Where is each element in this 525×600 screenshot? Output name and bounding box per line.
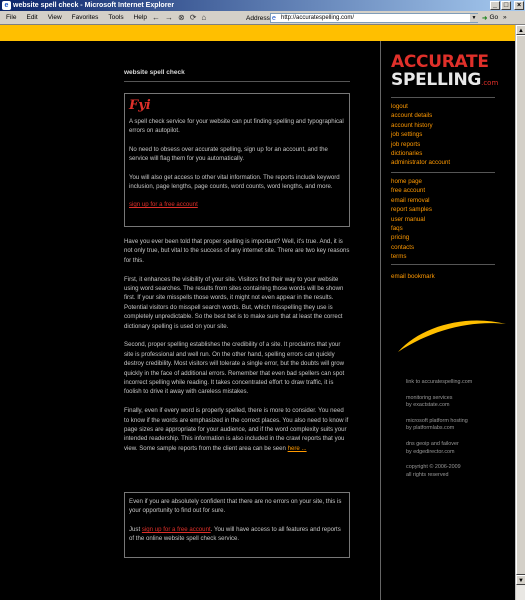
logo-line-accurate: ACCURATE xyxy=(391,52,489,72)
maximize-button[interactable]: □ xyxy=(501,1,511,10)
window-title-bar[interactable] xyxy=(0,0,525,11)
close-button[interactable]: × xyxy=(514,1,524,10)
cta-paragraph xyxy=(129,525,345,544)
footer-monitoring[interactable] xyxy=(406,395,506,410)
sidebar-divider xyxy=(391,97,495,98)
page-viewport xyxy=(0,25,525,600)
nav-job-settings[interactable]: job settings xyxy=(391,131,423,139)
header-band xyxy=(0,25,515,41)
sidebar-divider xyxy=(391,264,495,265)
bookmark-nav xyxy=(391,272,495,281)
footer-copyright-line1: copyright © 2006-2009 xyxy=(406,464,461,471)
article-paragraph: Second, proper spelling establishes the credibility of a site. It proclaims that your site is professional and well run. On the other hand, spelling errors can quickly destroy credibility. Most visitors will tolerate a single error, but the doubts will grow quickly in the face of additional errors. Remember that even bad spellers can spot incorrect spelling while reading. It takes concentrated effort to draw traffic, it is foolish to drive it away with careless mistakes. xyxy=(124,341,345,396)
footer-monitoring-line1: monitoring services xyxy=(406,394,453,401)
address-dropdown-icon[interactable]: ▼ xyxy=(471,15,477,21)
footer-dns[interactable] xyxy=(406,441,506,456)
scroll-thumb[interactable] xyxy=(516,35,525,575)
logo-com: .com xyxy=(481,79,499,87)
menu-toolbar xyxy=(0,11,525,25)
fyi-paragraph: A spell check service for your website can put finding spelling and typographical errors on autopilot. xyxy=(129,118,344,135)
nav-administrator-account[interactable]: administrator account xyxy=(391,159,451,167)
fyi-paragraph: You will also get access to other vital information. The reports include keyword inclusion, page lengths, page counts, word counts, word lengths, and more. xyxy=(129,173,340,191)
nav-pricing[interactable]: pricing xyxy=(391,234,410,242)
site-logo[interactable] xyxy=(391,53,498,92)
swoosh-shape xyxy=(398,320,506,352)
page-title: website spell check xyxy=(124,68,350,82)
logo-spelling: SPELLING xyxy=(391,70,482,90)
fyi-paragraph: No need to obsess over accurate spelling, sign up for an account, and the service will flag them for you automatically. xyxy=(129,145,328,163)
nav-terms[interactable]: terms xyxy=(391,253,407,261)
cta-paragraph: Even if you are absolutely confident that there are no errors on your site, this is your opportunity to find out for sure. xyxy=(129,498,342,515)
cta-prefix: Just xyxy=(129,525,141,533)
nav-contacts[interactable]: contacts xyxy=(391,243,415,251)
fyi-signup-link[interactable]: sign up for a free account xyxy=(129,201,198,209)
footer-copyright-line2: all rights reserved xyxy=(406,471,449,478)
footer-hosting-line1: microsoft platform hosting xyxy=(406,417,468,424)
ie-app-icon: e xyxy=(2,1,11,10)
go-arrow-icon: ➜ xyxy=(482,15,488,22)
forward-icon[interactable]: → xyxy=(165,13,173,22)
sidebar-divider xyxy=(391,172,495,173)
article-paragraph xyxy=(124,406,350,453)
go-label: Go xyxy=(489,14,499,21)
sidebar xyxy=(380,41,515,600)
report-samples-inline-link[interactable]: here ... xyxy=(287,444,307,452)
scroll-down-icon[interactable]: ▼ xyxy=(516,575,525,585)
cta-signup-link[interactable]: sign up for a free account xyxy=(141,525,211,533)
minimize-button[interactable]: _ xyxy=(490,1,500,10)
footer-copyright xyxy=(406,464,506,479)
fyi-box xyxy=(124,93,350,227)
nav-email-bookmark[interactable]: email bookmark xyxy=(391,273,435,280)
refresh-icon[interactable]: ⟳ xyxy=(189,13,197,22)
nav-account-details[interactable]: account details xyxy=(391,112,433,120)
scroll-up-icon[interactable]: ▲ xyxy=(516,25,525,35)
nav-report-samples[interactable]: report samples xyxy=(391,206,432,214)
nav-home-page[interactable]: home page xyxy=(391,178,422,185)
footer-monitoring-line2: by exactstate.com xyxy=(406,402,450,409)
links-chevron[interactable]: » xyxy=(503,14,507,21)
nav-logout[interactable]: logout xyxy=(391,103,408,110)
swoosh-graphic xyxy=(396,316,508,356)
address-input[interactable] xyxy=(270,13,478,23)
menu-edit[interactable]: Edit xyxy=(26,14,38,21)
site-nav xyxy=(391,177,495,262)
nav-job-reports[interactable]: job reports xyxy=(391,140,421,148)
vertical-scrollbar[interactable] xyxy=(515,25,525,600)
address-label: Address xyxy=(246,15,270,22)
nav-account-history[interactable]: account history xyxy=(391,121,433,129)
cta-box xyxy=(124,492,350,558)
menu-help[interactable]: Help xyxy=(133,14,147,21)
logo-line-spelling xyxy=(391,71,498,92)
nav-dictionaries[interactable]: dictionaries xyxy=(391,150,423,158)
stop-icon[interactable]: ⊗ xyxy=(178,13,185,22)
sidebar-footer xyxy=(406,379,506,487)
menu-tools[interactable]: Tools xyxy=(108,14,124,21)
footer-dns-line2: by edgedirector.com xyxy=(406,448,455,455)
fyi-heading: Fyi xyxy=(129,98,151,113)
footer-hosting[interactable] xyxy=(406,418,506,433)
footer-hosting-line2: by platformlabs.com xyxy=(406,425,455,432)
nav-free-account[interactable]: free account xyxy=(391,187,426,195)
page-icon: e xyxy=(272,15,276,22)
nav-email-removal[interactable]: email removal xyxy=(391,196,430,204)
article-paragraph-text: Finally, even if every word is properly spelled, there is more to consider. You need to know if the words are emphasized in the correct places. You also need to know if page sizes are appropriate for your audience, and if the word complexity suits your intended readership. This information is also included in the crawl reports that you view. Some sample reports from the client area can be seen xyxy=(124,407,349,452)
menu-file[interactable]: File xyxy=(6,14,17,21)
footer-link-to[interactable]: link to accuratespelling.com xyxy=(406,379,473,385)
address-value: http://accuratespelling.com/ xyxy=(281,15,355,21)
article-body xyxy=(124,237,350,463)
cta-suffix: . You will have access to all features and reports of the online website spell check service. xyxy=(129,525,341,543)
menu-view[interactable]: View xyxy=(47,14,62,21)
window-title: website spell check - Microsoft Internet Explorer xyxy=(13,2,175,9)
nav-faqs[interactable]: faqs xyxy=(391,225,403,233)
nav-user-manual[interactable]: user manual xyxy=(391,215,426,223)
article-paragraph: First, it enhances the visibility of your site. Visitors find their way to your website using word searches. The results from sites containing those words will be shown first. If your site misspells those words, it might not even appear in the results. Potential visitors do misspell search words. But, which misspelling they use is completely unpredictable. So the best bet is to make sure that at least the correct dictionary spelling is used on your site. xyxy=(124,275,344,330)
footer-dns-line1: dns geoip and failover xyxy=(406,440,459,447)
menu-favorites[interactable]: Favorites xyxy=(71,14,99,21)
home-icon[interactable]: ⌂ xyxy=(201,13,207,22)
go-button[interactable] xyxy=(482,14,498,22)
account-nav xyxy=(391,102,495,168)
back-icon[interactable]: ← xyxy=(152,13,160,22)
article-paragraph: Have you ever been told that proper spelling is important? Well, it's true. And, it is not only true, but vital to the success of any internet site. There are two key reasons for this. xyxy=(124,238,350,264)
